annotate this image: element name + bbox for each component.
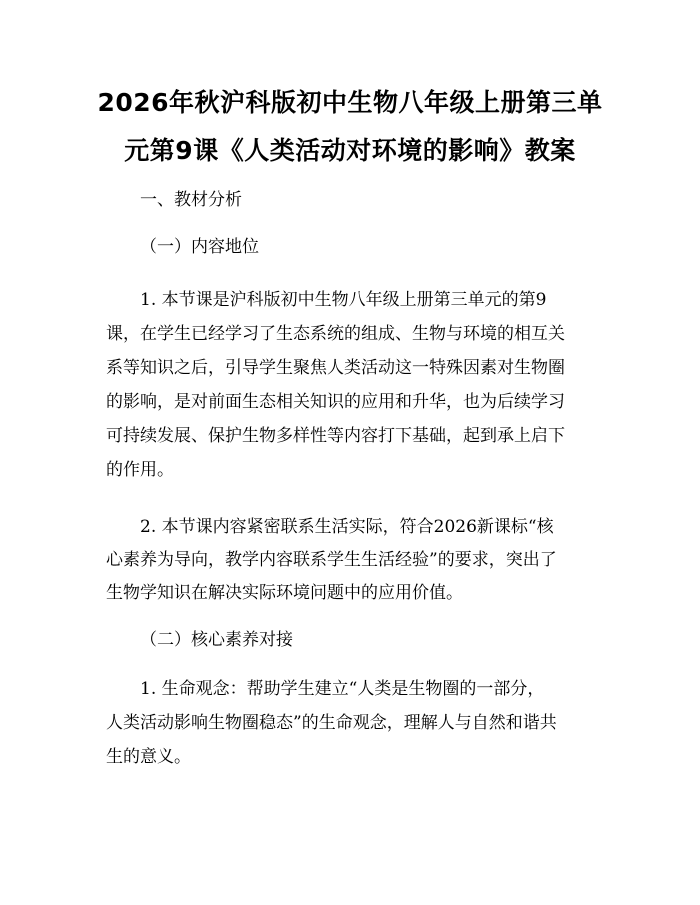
document-title-line-1: 2026年秋沪科版初中生物八年级上册第三单 [97, 88, 603, 117]
paragraph-line: 课，在学生已经学习了生态系统的组成、生物与环境的相互关 [106, 324, 565, 344]
paragraph-line: 系等知识之后，引导学生聚焦人类活动这一特殊因素对生物圈 [106, 358, 565, 378]
paragraph-line: 心素养为导向，教学内容联系学生生活经验”的要求，突出了 [106, 550, 557, 570]
paragraph-line: 的作用。 [106, 460, 174, 480]
subsection-heading-core-literacy: （二）核心素养对接 [140, 630, 293, 650]
paragraph-line: 1. 生命观念：帮助学生建立“人类是生物圈的一部分， [140, 679, 545, 699]
section-heading-textbook-analysis: 一、教材分析 [140, 190, 242, 210]
paragraph-line: 2. 本节课内容紧密联系生活实际，符合2026新课标“核 [140, 517, 554, 537]
subsection-heading-content-position: （一）内容地位 [140, 237, 259, 257]
paragraph-line: 生物学知识在解决实际环境问题中的应用价值。 [106, 583, 463, 603]
paragraph-line: 可持续发展、保护生物多样性等内容打下基础，起到承上启下 [106, 426, 565, 446]
document-title-line-2: 元第9课《人类活动对环境的影响》教案 [124, 136, 576, 165]
paragraph-line: 的影响，是对前面生态相关知识的应用和升华，也为后续学习 [106, 392, 565, 412]
paragraph-line: 生的意义。 [106, 747, 191, 767]
paragraph-line: 1. 本节课是沪科版初中生物八年级上册第三单元的第9 [140, 290, 547, 310]
paragraph-line: 人类活动影响生物圈稳态”的生命观念，理解人与自然和谐共 [106, 713, 557, 733]
